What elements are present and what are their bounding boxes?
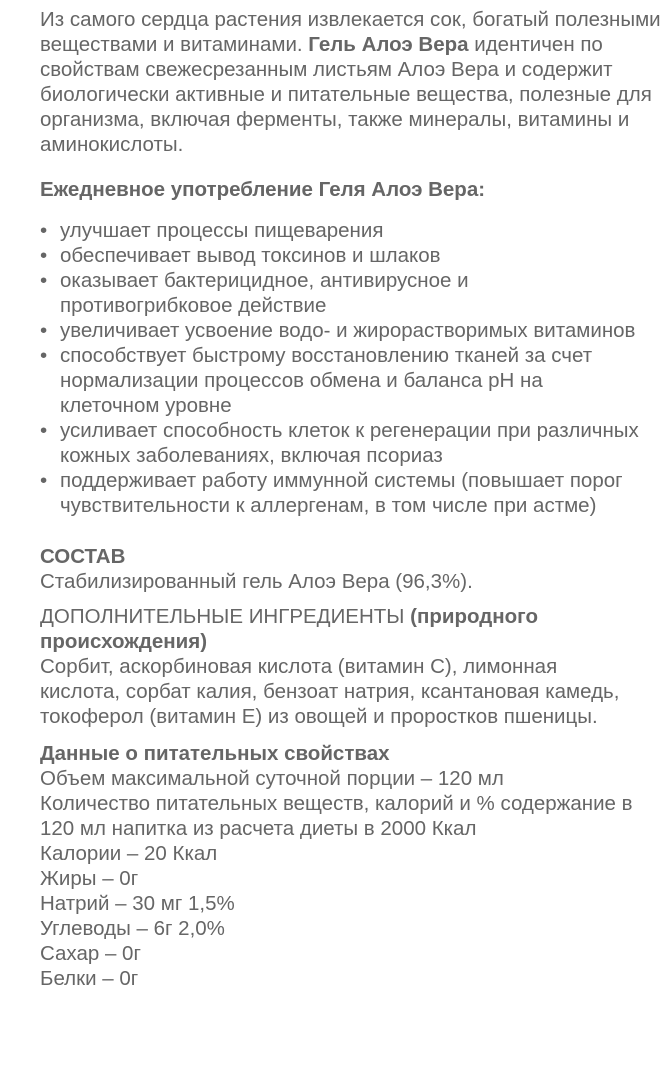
nutrition-protein: Белки – 0г [40, 967, 139, 990]
list-item: • улучшает процессы пищеварения [40, 218, 640, 243]
intro-paragraph [40, 7, 662, 157]
nutrition-serving: Объем максимальной суточной порции – 120 мл [40, 767, 504, 790]
product-name: Гель Алоэ Вера [308, 33, 469, 56]
list-item: • обеспечивает вывод токсинов и шлаков [40, 243, 640, 268]
composition-text: Стабилизированный гель Алоэ Вера (96,3%). [40, 570, 473, 593]
nutrition-title: Данные о питательных свойствах [40, 742, 390, 765]
intro-text-after: идентичен по свойствам свежесрезанным листьям Алоэ Вера и содержит биологически активные и питательные вещества, полезные для организма, включая ферменты, также минералы, витамины и аминокислоты. [40, 33, 652, 156]
list-item: • поддерживает работу иммунной системы (повышает порог чувствительности к аллергенам, в том числе при астме) [40, 468, 640, 518]
additional-ingredients-note: (природного происхождения) [40, 605, 538, 653]
composition-title: СОСТАВ [40, 545, 126, 568]
additional-ingredients-text: Сорбит, аскорбиновая кислота (витамин С), лимонная кислота, сорбат калия, бензоат натрия, ксантановая камедь, токоферол (витамин Е) из овощей и проростков пшеницы. [40, 655, 620, 728]
nutrition-sodium: Натрий – 30 мг 1,5% [40, 892, 235, 915]
daily-use-title: Ежедневное употребление Геля Алоэ Вера: [40, 178, 486, 201]
intro-text-before: Из самого сердца растения извлекается сок, богатый полезными веществами и витаминами. [40, 8, 661, 56]
list-item: • оказывает бактерицидное, антивирусное и противогрибковое действие [40, 268, 640, 318]
list-item: • увеличивает усвоение водо- и жирорастворимых витаминов [40, 318, 640, 343]
list-item: • способствует быстрому восстановлению тканей за счет нормализации процессов обмена и баланса pH на клеточном уровне [40, 343, 640, 418]
nutrition-carbs: Углеводы – 6г 2,0% [40, 917, 225, 940]
list-item: • усиливает способность клеток к регенерации при различных кожных заболеваниях, включая псориаз [40, 418, 640, 468]
additional-ingredients-heading [40, 604, 600, 654]
nutrition-fat: Жиры – 0г [40, 867, 139, 890]
article-content [40, 7, 662, 991]
benefits-list [40, 218, 640, 518]
nutrition-note: Количество питательных веществ, калорий и % содержание в 120 мл напитка из расчета диеты в 2000 Ккал [40, 792, 633, 840]
nutrition-sugar: Сахар – 0г [40, 942, 141, 965]
nutrition-calories: Калории – 20 Ккал [40, 842, 218, 865]
additional-ingredients-title: ДОПОЛНИТЕЛЬНЫЕ ИНГРЕДИЕНТЫ [40, 605, 405, 628]
